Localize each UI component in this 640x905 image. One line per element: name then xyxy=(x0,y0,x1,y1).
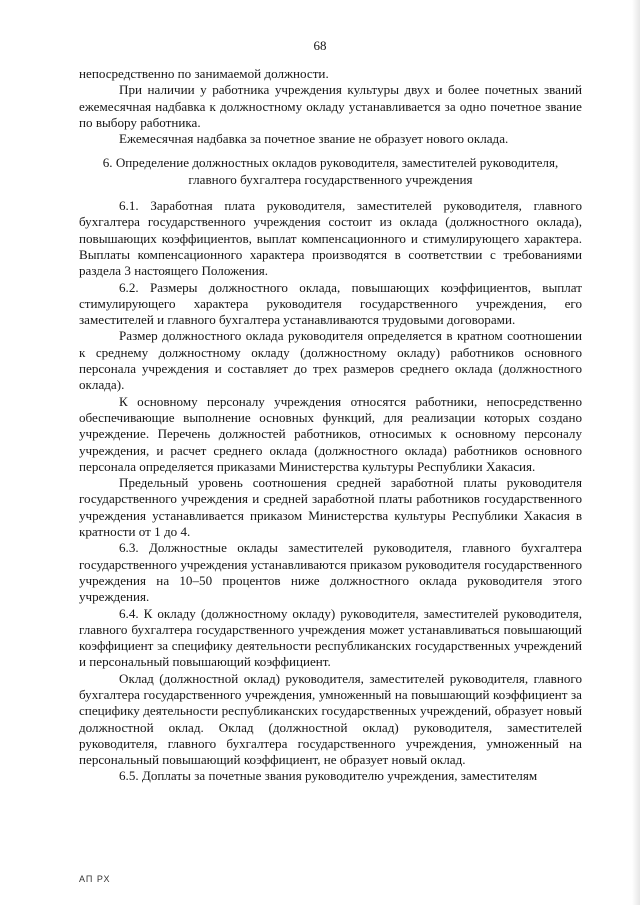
scan-edge-shadow xyxy=(632,0,640,905)
paragraph-6-3: 6.3. Должностные оклады заместителей руководителя, главного бухгалтера государственного учреждения устанавливаются приказом руководителя государственного учреждения на 10–50 процентов ниже должностного оклада руководителя этого учреждения. xyxy=(79,540,582,605)
paragraph-6-1: 6.1. Заработная плата руководителя, заместителей руководителя, главного бухгалтера государственного учреждения состоит из оклада (должностного оклада), повышающих коэффициентов, выплат компенсационного и стимулирующего характера. Выплаты компенсационного характера производятся в соответствии с требованиями раздела 3 настоящего Положения. xyxy=(79,198,582,279)
section-6-title: 6. Определение должностных окладов руководителя, заместителей руководителя, главного бухгалтера государственного учреждения xyxy=(102,155,559,187)
page-number: 68 xyxy=(313,38,327,53)
paragraph-6-2: 6.2. Размеры должностного оклада, повышающих коэффициентов, выплат стимулирующего характера руководителя государственного учреждения, его заместителей и главного бухгалтера устанавливаются трудовыми договорами. xyxy=(79,279,582,328)
paragraph-salary-ratio: Предельный уровень соотношения средней заработной платы руководителя государственного учреждения и средней заработной платы работников государственного учреждения устанавливается приказом Министерства культуры Республики Хакасия в кратности от 1 до 4. xyxy=(79,475,582,540)
document-body xyxy=(79,66,582,785)
paragraph-new-salary: Оклад (должностной оклад) руководителя, заместителей руководителя, главного бухгалтера государственного учреждения, умноженный на повышающий коэффициент за специфику деятельности республиканских государственных учреждений, образует новый должностной оклад. Оклад (должностной оклад) руководителя, заместителей руководителя, главного бухгалтера государственного учреждения, умноженный на персональный повышающий коэффициент, не образует новый оклад. xyxy=(79,670,582,768)
continuation-paragraph: непосредственно по занимаемой должности. xyxy=(79,66,329,81)
footer-stamp: АП РХ xyxy=(79,874,111,884)
paragraph-honorary-titles: При наличии у работника учреждения культуры двух и более почетных званий ежемесячная надбавка к должностному окладу устанавливается за одно почетное звание по выбору работника. xyxy=(79,82,582,130)
paragraph-6-5: 6.5. Доплаты за почетные звания руководителю учреждения, заместителям xyxy=(119,768,538,784)
paragraph-6-4: 6.4. К окладу (должностному окладу) руководителя, заместителей руководителя, главного бухгалтера государственного учреждения может устанавливаться повышающий коэффициент за специфику деятельности республиканских государственных учреждений и персональный повышающий коэффициент. xyxy=(79,605,582,670)
paragraph-core-staff: К основному персоналу учреждения относятся работники, непосредственно обеспечивающие выполнение основных функций, для реализации которых создано учреждение. Перечень должностей работников, относимых к основному персоналу учреждения, и расчет среднего оклада (должностного оклада) работников основного персонала определяется приказами Министерства культуры Республики Хакасия. xyxy=(79,393,582,474)
paragraph-head-salary: Размер должностного оклада руководителя определяется в кратном соотношении к среднему должностному окладу (должностному окладу) работников основного персонала учреждения и составляет до трех размеров среднего оклада (должностного оклада). xyxy=(79,328,582,393)
paragraph-honorary-allowance: Ежемесячная надбавка за почетное звание не образует нового оклада. xyxy=(119,131,509,147)
